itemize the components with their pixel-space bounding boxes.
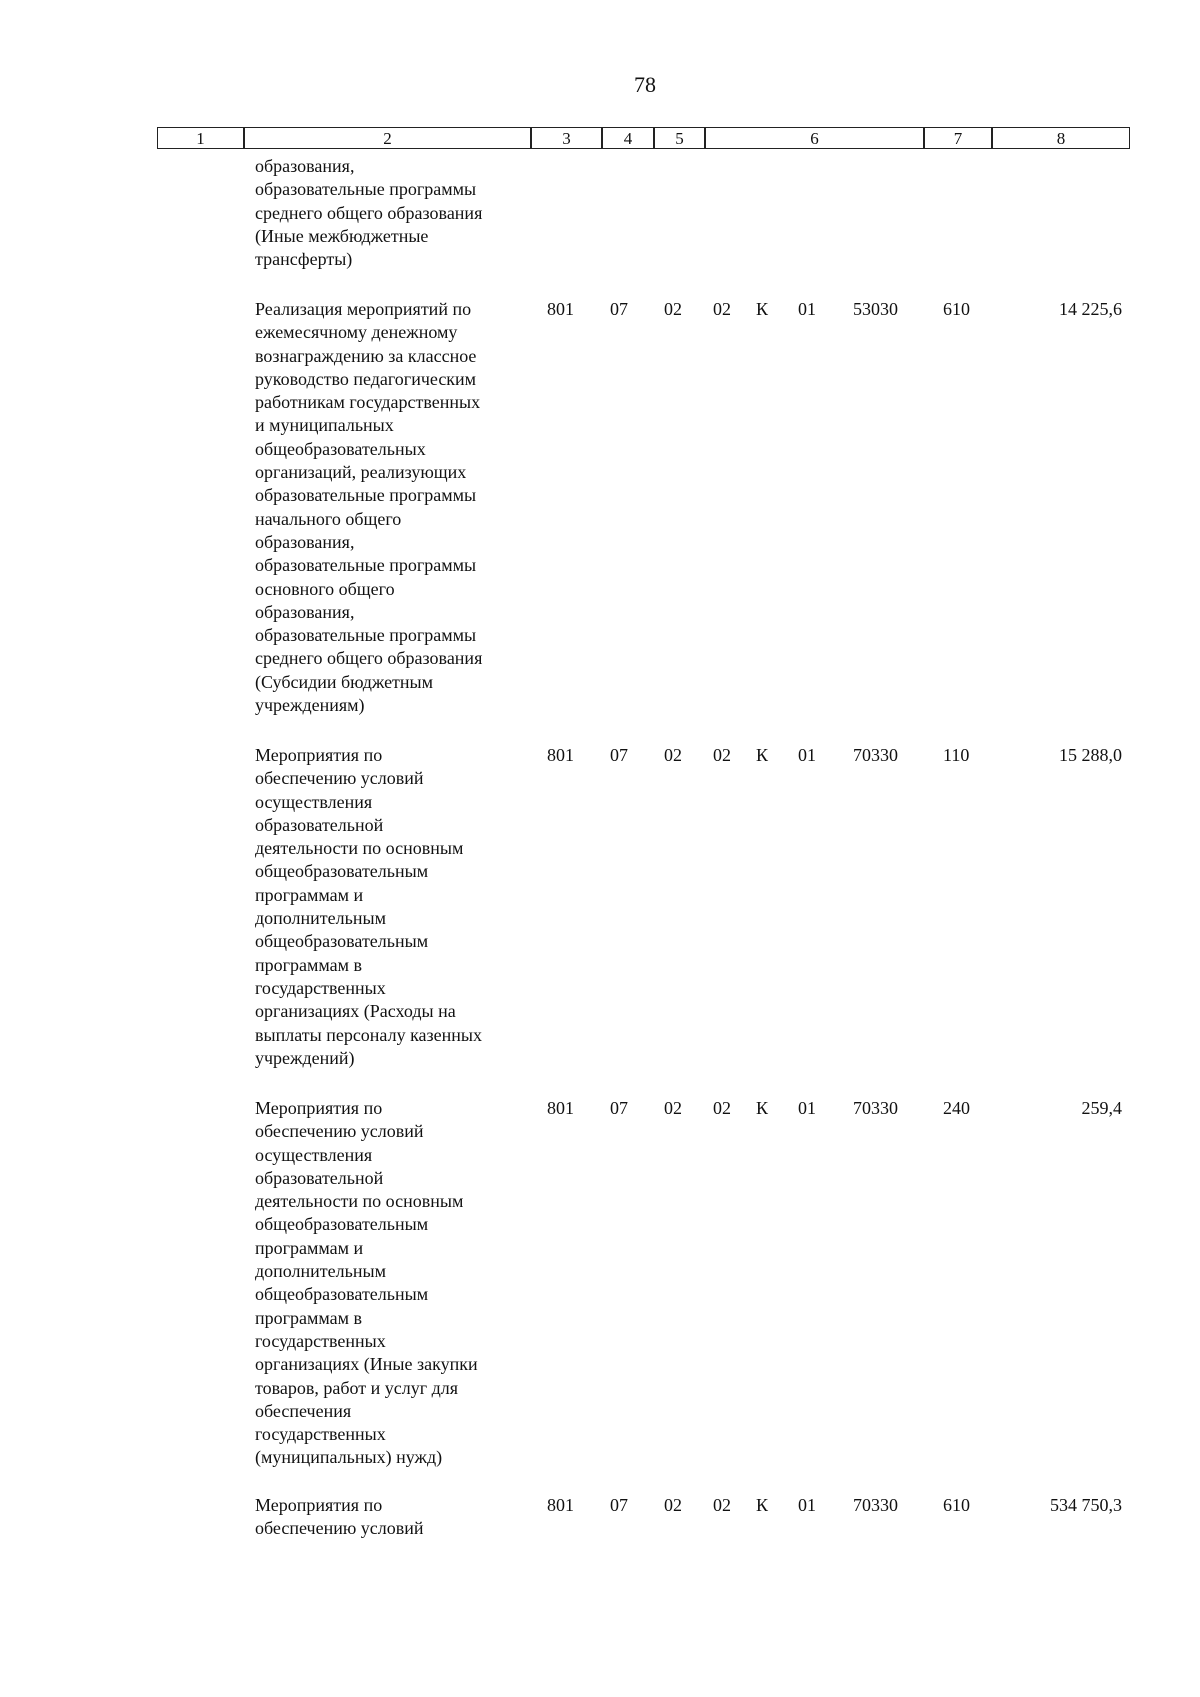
ministry-code: 801 [547, 299, 574, 319]
description-line: программам и [255, 884, 364, 905]
header-cell-4: 4 [602, 127, 654, 149]
description-line: обеспечению условий [255, 1121, 424, 1142]
program-code: 02 [713, 745, 731, 765]
description-line: государственных [255, 1424, 386, 1445]
header-cell-6: 6 [705, 127, 924, 149]
description-line: общеобразовательным [255, 931, 429, 952]
description-line: дополнительным [255, 908, 386, 929]
description-line: среднего общего образования [255, 202, 483, 223]
description-line: государственных [255, 1330, 386, 1351]
description-line: образовательной [255, 814, 384, 835]
description-line: Реализация мероприятий по [255, 299, 472, 319]
row-description [255, 1097, 525, 1470]
description-line: организаций, реализующих [255, 462, 467, 483]
amount-value: 14 225,6 [1059, 299, 1122, 319]
program-code: 02 [713, 1098, 731, 1118]
expense-type-code: 610 [943, 1495, 970, 1515]
description-line: (Иные межбюджетные [255, 225, 429, 246]
table-header-row [158, 127, 1130, 150]
program-code: 02 [713, 1495, 731, 1515]
description-line: трансферты) [255, 249, 353, 270]
description-line: деятельности по основным [255, 1191, 464, 1212]
description-line: (муниципальных) нужд) [255, 1447, 443, 1468]
section-code: 07 [610, 1495, 628, 1515]
description-line: образования, [255, 531, 355, 552]
description-line: образовательные программы [255, 485, 477, 506]
description-line: руководство педагогическим [255, 368, 477, 389]
row-description [255, 298, 525, 717]
subprogram-code: К [756, 1098, 769, 1118]
event-code: 01 [798, 745, 816, 765]
ministry-code: 801 [547, 745, 574, 765]
description-line: общеобразовательных [255, 438, 426, 459]
description-line: учреждениям) [255, 695, 365, 716]
subprogram-code: К [756, 745, 769, 765]
subsection-code: 02 [664, 745, 682, 765]
direction-code: 70330 [853, 1098, 898, 1118]
ministry-code: 801 [547, 1495, 574, 1515]
amount-value: 15 288,0 [1059, 745, 1122, 765]
description-line: общеобразовательным [255, 861, 429, 882]
header-cell-2: 2 [244, 127, 531, 149]
ministry-code: 801 [547, 1098, 574, 1118]
expense-type-code: 610 [943, 299, 970, 319]
description-line: образования, [255, 156, 355, 176]
description-line: и муниципальных [255, 415, 394, 436]
subprogram-code: К [756, 299, 769, 319]
description-line: организациях (Иные закупки [255, 1354, 478, 1375]
description-line: организациях (Расходы на [255, 1001, 456, 1022]
description-line: программам в [255, 954, 363, 975]
description-line: учреждений) [255, 1047, 355, 1068]
page-number: 78 [634, 72, 656, 97]
description-line: образовательные программы [255, 179, 477, 200]
description-line: осуществления [255, 791, 373, 812]
section-code: 07 [610, 299, 628, 319]
description-line: деятельности по основным [255, 838, 464, 859]
description-line: работникам государственных [255, 392, 481, 413]
subsection-code: 02 [664, 1495, 682, 1515]
description-line: выплаты персоналу казенных [255, 1024, 482, 1045]
row-description [255, 155, 525, 271]
description-line: начального общего [255, 508, 402, 529]
description-line: обеспечению условий [255, 768, 424, 789]
description-line: товаров, работ и услуг для [255, 1377, 459, 1398]
direction-code: 70330 [853, 1495, 898, 1515]
description-line: общеобразовательным [255, 1284, 429, 1305]
section-code: 07 [610, 745, 628, 765]
event-code: 01 [798, 299, 816, 319]
description-line: Мероприятия по [255, 1495, 383, 1515]
description-line: ежемесячному денежному [255, 322, 458, 343]
expense-type-code: 240 [943, 1098, 970, 1118]
description-line: вознаграждению за классное [255, 345, 477, 366]
subsection-code: 02 [664, 299, 682, 319]
expense-type-code: 110 [943, 745, 970, 765]
description-line: (Субсидии бюджетным [255, 671, 434, 692]
description-line: образовательные программы [255, 555, 477, 576]
description-line: образовательные программы [255, 625, 477, 646]
description-line: образовательной [255, 1167, 384, 1188]
description-line: образования, [255, 601, 355, 622]
description-line: дополнительным [255, 1261, 386, 1282]
header-cell-1: 1 [157, 127, 244, 149]
direction-code: 53030 [853, 299, 898, 319]
event-code: 01 [798, 1098, 816, 1118]
direction-code: 70330 [853, 745, 898, 765]
description-line: обеспечению условий [255, 1518, 424, 1539]
subsection-code: 02 [664, 1098, 682, 1118]
description-line: Мероприятия по [255, 1098, 383, 1118]
section-code: 07 [610, 1098, 628, 1118]
amount-value: 534 750,3 [1050, 1495, 1122, 1515]
header-cell-5: 5 [654, 127, 705, 149]
amount-value: 259,4 [1081, 1098, 1122, 1118]
program-code: 02 [713, 299, 731, 319]
description-line: государственных [255, 977, 386, 998]
description-line: основного общего [255, 578, 395, 599]
description-line: среднего общего образования [255, 648, 483, 669]
description-line: программам и [255, 1237, 364, 1258]
event-code: 01 [798, 1495, 816, 1515]
description-line: программам в [255, 1307, 363, 1328]
header-cell-3: 3 [531, 127, 602, 149]
description-line: общеобразовательным [255, 1214, 429, 1235]
row-description [255, 744, 525, 1070]
header-cell-8: 8 [992, 127, 1130, 149]
row-description [255, 1494, 525, 1541]
description-line: Мероприятия по [255, 745, 383, 765]
header-cell-7: 7 [924, 127, 992, 149]
subprogram-code: К [756, 1495, 769, 1515]
description-line: обеспечения [255, 1400, 352, 1421]
description-line: осуществления [255, 1144, 373, 1165]
